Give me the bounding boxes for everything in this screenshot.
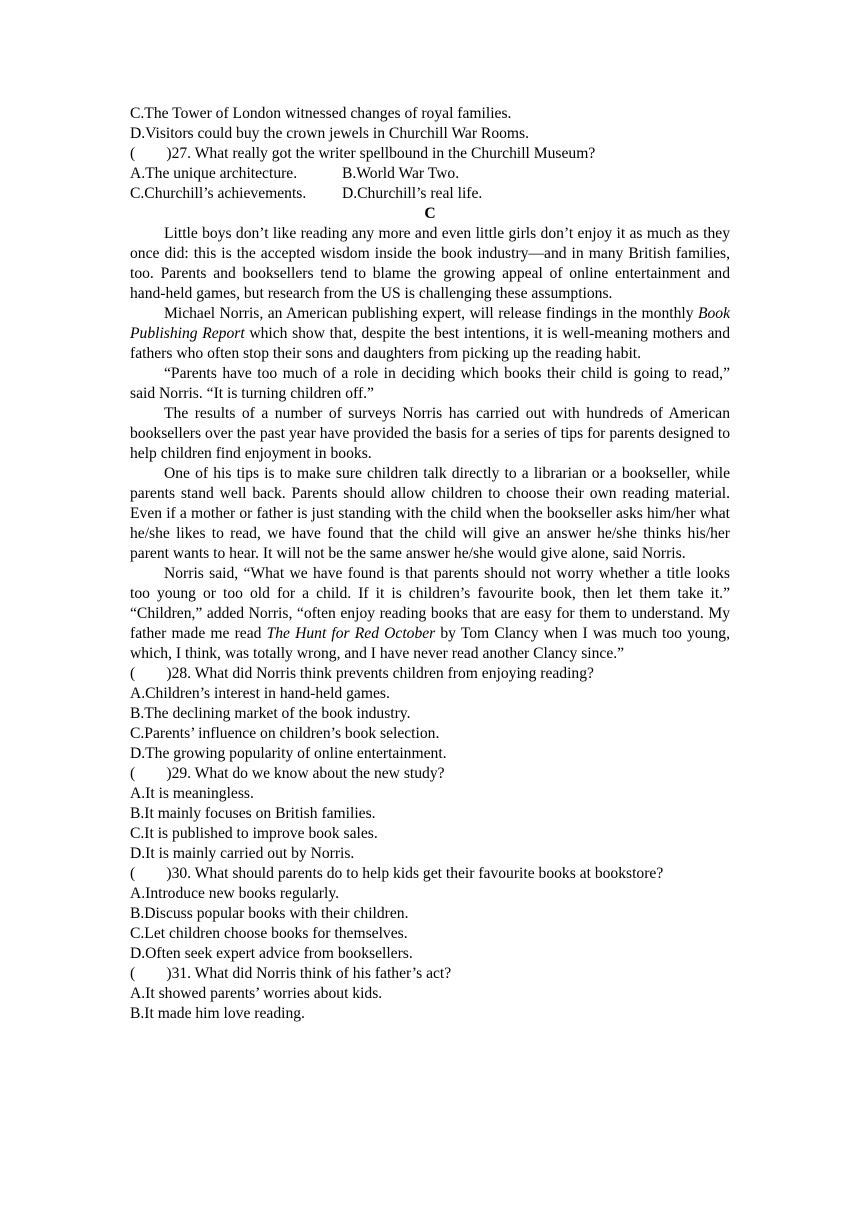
option-line: B.Discuss popular books with their children.	[130, 905, 409, 922]
option-line: A.It is meaningless.	[130, 785, 254, 802]
passage-paragraph: Little boys don’t like reading any more and even little girls don’t enjoy it as much as they once did: this is the accepted wisdom inside the book industry—and in many British families, too. Parents and booksellers tend to blame the growing appeal of online entertainment and hand-held games, but research from the US is challenging these assumptions.	[130, 225, 730, 302]
paragraph-text: Norris said, “What we have found is that parents should not worry whether a title looks too young or too old for a child. If it is children’s favourite book, then let them take it.” “Children,” added Norris, “often enjoy reading books that are easy for them to understand. My father made me read	[130, 565, 730, 642]
paragraph-text: by Tom Clancy when I was much too young, which, I think, was totally wrong, and I have never read another Clancy since.”	[130, 625, 730, 662]
question-stem: ( )28. What did Norris think prevents children from enjoying reading?	[130, 665, 594, 682]
document-page	[130, 104, 730, 1024]
question-stem: ( )30. What should parents do to help kids get their favourite books at bookstore?	[130, 865, 664, 882]
question-stem: ( )29. What do we know about the new study?	[130, 765, 445, 782]
option-line: A.It showed parents’ worries about kids.	[130, 985, 383, 1002]
option-line: C.The Tower of London witnessed changes of royal families.	[130, 105, 512, 122]
option-line: B.It mainly focuses on British families.	[130, 805, 376, 822]
option-line: A.Introduce new books regularly.	[130, 885, 340, 902]
option-line: D.The growing popularity of online entertainment.	[130, 745, 447, 762]
option-line: D.Visitors could buy the crown jewels in Churchill War Rooms.	[130, 125, 530, 142]
option-line: B.It made him love reading.	[130, 1005, 305, 1022]
option-row	[130, 164, 730, 184]
option-line: B.The declining market of the book industry.	[130, 705, 411, 722]
passage-paragraph: “Parents have too much of a role in deciding which books their child is going to read,” said Norris. “It is turning children off.”	[130, 365, 730, 402]
passage-paragraph	[130, 304, 730, 364]
option-line: D.Churchill’s real life.	[342, 185, 483, 202]
option-line: B.World War Two.	[342, 165, 460, 182]
option-line: A.Children’s interest in hand-held games.	[130, 685, 390, 702]
passage-paragraph: One of his tips is to make sure children talk directly to a librarian or a bookseller, while parents stand well back. Parents should allow children to choose their own reading material. Even if a mother or father is just standing with the child when the bookseller asks him/her what he/she likes to read, we have found that the child will give an answer he/she thinks his/her parent wants to hear. It will not be the same answer he/she would give alone, said Norris.	[130, 465, 730, 562]
option-row	[130, 184, 730, 204]
option-line: C.Churchill’s achievements.	[130, 185, 307, 202]
option-line: C.It is published to improve book sales.	[130, 825, 378, 842]
question-stem: ( )31. What did Norris think of his father’s act?	[130, 965, 452, 982]
passage-paragraph	[130, 564, 730, 664]
option-line: C.Let children choose books for themselves.	[130, 925, 408, 942]
paragraph-text: Michael Norris, an American publishing expert, will release findings in the monthly	[164, 305, 698, 322]
question-stem: ( )27. What really got the writer spellbound in the Churchill Museum?	[130, 145, 596, 162]
section-heading: C	[424, 205, 436, 222]
option-line: D.Often seek expert advice from booksellers.	[130, 945, 413, 962]
publication-title: Book Publishing Report	[130, 305, 730, 342]
paragraph-text: which show that, despite the best intentions, it is well-meaning mothers and fathers who often stop their sons and daughters from picking up the reading habit.	[130, 325, 730, 362]
book-title: The Hunt for Red October	[266, 625, 436, 642]
option-line: C.Parents’ influence on children’s book selection.	[130, 725, 440, 742]
option-line: A.The unique architecture.	[130, 165, 298, 182]
option-line: D.It is mainly carried out by Norris.	[130, 845, 355, 862]
passage-paragraph: The results of a number of surveys Norris has carried out with hundreds of American booksellers over the past year have provided the basis for a series of tips for parents designed to help children find enjoyment in books.	[130, 405, 730, 462]
